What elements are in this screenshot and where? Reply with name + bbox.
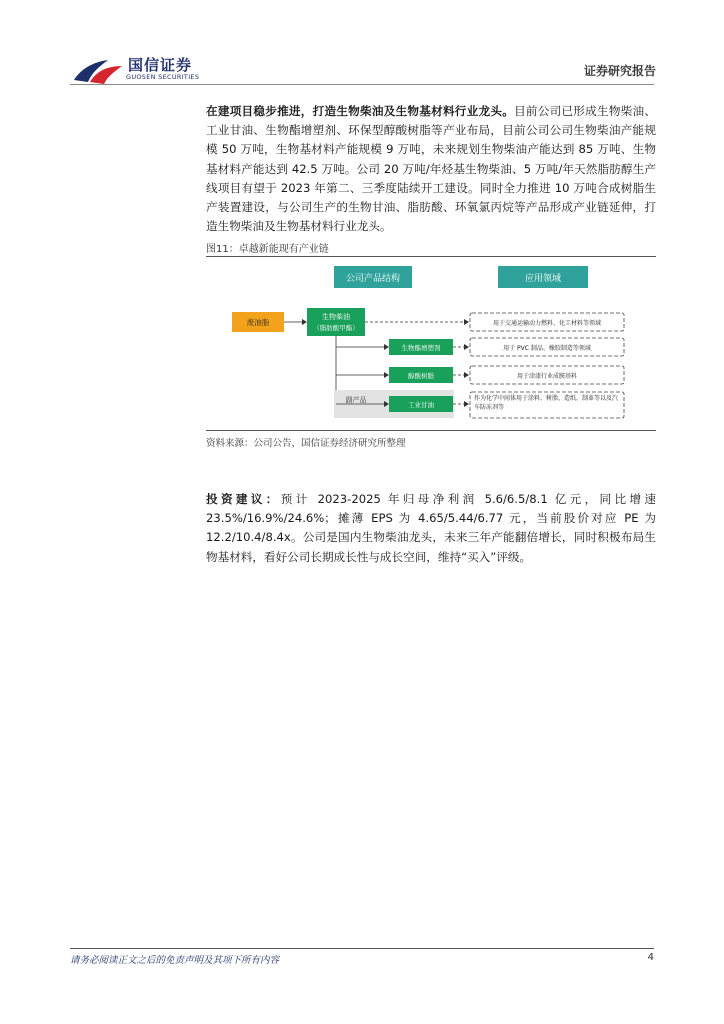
product-text-glycerin: 工业甘油 xyxy=(408,401,434,409)
paragraph-capacity xyxy=(206,102,656,236)
footer-divider xyxy=(70,948,654,949)
header-divider xyxy=(70,84,654,85)
page-number: 4 xyxy=(647,952,654,963)
figure-top-rule xyxy=(206,256,656,257)
industry-chain-diagram xyxy=(206,258,656,428)
byproduct-label: 副产品 xyxy=(345,396,367,404)
main-product-text: 生物柴油 xyxy=(322,313,350,321)
product-text-alkyd-resin: 醇酸树脂 xyxy=(408,372,434,380)
footer-disclaimer: 请务必阅读正文之后的免责声明及其项下所有内容 xyxy=(70,955,280,966)
figure-bottom-rule xyxy=(206,430,656,431)
input-waste-oil-text: 废油脂 xyxy=(246,318,270,327)
application-field-header-text: 应用领域 xyxy=(524,274,562,284)
application-text-chemical: 作为化学中间体用于涂料、树脂、造纸、制革等以及汽车防冻剂等 xyxy=(474,395,619,411)
paragraph-body: 预计 2023-2025 年归母净利润 5.6/6.5/8.1 亿元，同比增速 23.5%/16.9%/24.6%；摊薄 EPS 为 4.65/5.44/6.77 元，当前股价对应 PE 为 12.2/10.4/8.4x。公司是国内生物柴油龙头，未来三年产能翻倍增长，同时积极布局生物基材料，看好公司长期成长性与成长空间，维持“买入”评级。 xyxy=(206,492,656,564)
main-product-subtext: （脂肪酸甲酯） xyxy=(313,324,359,332)
product-text-plasticizer: 生物酯增塑剂 xyxy=(401,344,441,352)
paragraph-lead: 在建项目稳步推进，打造生物柴油及生物基材料行业龙头。 xyxy=(206,104,515,118)
paragraph-lead: 投资建议： xyxy=(206,492,281,506)
product-structure-header-text: 公司产品结构 xyxy=(345,274,401,284)
brand-name: 国信证券 xyxy=(128,56,193,74)
application-text-fuel: 用于交通运输动力燃料、化工材料等领域 xyxy=(492,320,602,327)
paragraph-body: 目前公司已形成生物柴油、工业甘油、生物酯增塑剂、环保型醇酸树脂等产业布局，目前公司公司生物柴油产能规模 50 万吨，生物基材料产能规模 9 万吨，未来规划生物柴油产能达到 85 万吨、生物基材料产能达到 42.5 万吨。公司 20 万吨/年烃基生物柴油、5 万吨/年天然脂肪醇生产线项目有望于 2023 年第二、三季度陆续开工建设。同时全力推进 10 万吨合成树脂生产装置建设，与公司生产的生物甘油、脂肪酸、环氧氯丙烷等产品形成产业链延伸，打造生物柴油及生物基材料行业龙头。 xyxy=(206,104,656,234)
application-text-pvc: 用于 PVC 制品、橡胶制造等领域 xyxy=(503,345,591,352)
application-text-coating: 用于涂漆行业成膜基料 xyxy=(516,373,578,380)
figure-title: 图11：卓越新能现有产业链 xyxy=(206,244,329,255)
page-header xyxy=(0,0,724,90)
figure-source: 资料来源：公司公告，国信证券经济研究所整理 xyxy=(206,438,406,449)
brand-subtitle: GUOSEN SECURITIES xyxy=(126,73,200,81)
paragraph-investment-advice xyxy=(206,490,656,567)
report-type-label: 证券研究报告 xyxy=(583,64,656,78)
